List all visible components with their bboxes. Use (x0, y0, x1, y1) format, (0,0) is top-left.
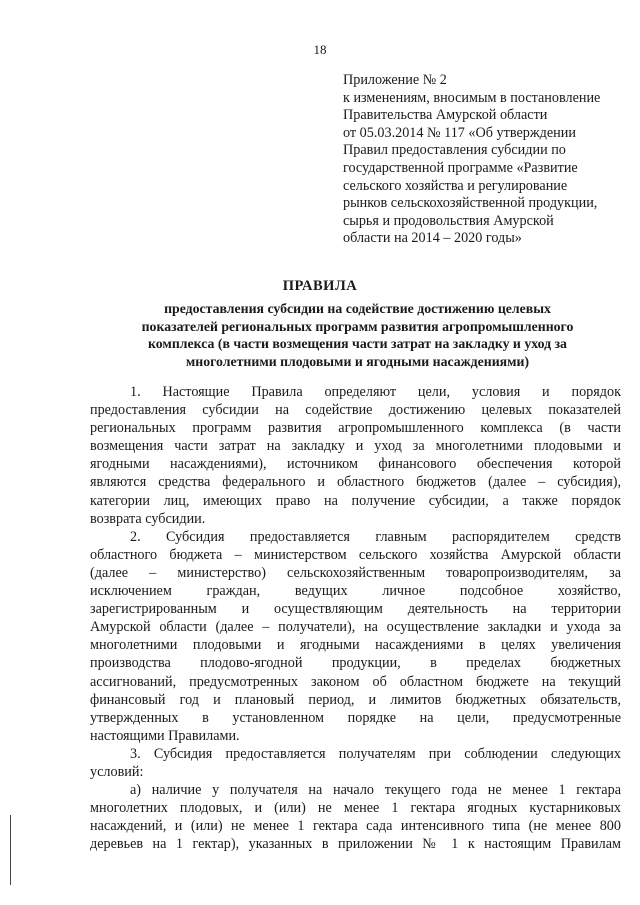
body-line: насаждений, и (или) не менее 1 гектара сада интенсивного типа (не менее 800 (90, 818, 621, 835)
appendix-line: сельского хозяйства и регулирование (343, 177, 568, 194)
body-line: производства плодово-ягодной продукции, в пределах бюджетных (90, 655, 621, 672)
body-line: (далее – министерство) сельскохозяйственным товаропроизводителям, за (90, 564, 621, 581)
appendix-line: Приложение № 2 (343, 72, 447, 88)
body-line: 1. Настоящие Правила определяют цели, условия и порядок (130, 384, 621, 400)
body-line: возврата субсидии. (90, 510, 206, 527)
document-title: ПРАВИЛА (282, 278, 358, 294)
appendix-line: сырья и продовольствия Амурской (343, 212, 554, 229)
appendix-line: от 05.03.2014 № 117 «Об утверждении (343, 124, 576, 141)
body-line: являются средства федерального и областного бюджетов (далее – субсидия), (90, 474, 621, 491)
body-line: условий: (90, 763, 144, 780)
body-line: зарегистрированным и осуществляющим деятельность на территории (90, 601, 621, 618)
body-line: предоставления субсидии на содействие достижению целевых показателей (90, 402, 621, 419)
body-line: утвержденных в установленном порядке на цели, предусмотренные (90, 709, 621, 726)
appendix-line: государственной программе «Развитие (343, 159, 578, 176)
appendix-line: Правительства Амурской области (343, 107, 548, 124)
subtitle-line: многолетними плодовыми и ягодными насаждениями) (185, 353, 530, 369)
document-body (90, 383, 621, 853)
subtitle-line: показателей региональных программ развития агропромышленного (141, 318, 574, 334)
appendix-line: к изменениям, вносимым в постановление (343, 89, 601, 106)
scan-binding-mark (10, 815, 11, 885)
body-line: возмещения части затрат на закладку и уход за многолетними плодовыми и (90, 438, 621, 455)
document-subtitle (90, 300, 625, 370)
appendix-line: рынков сельскохозяйственной продукции, (343, 195, 598, 212)
body-line: финансовый год и плановый период, и лимитов бюджетных обязательств, (90, 691, 621, 708)
appendix-line: области на 2014 – 2020 годы» (343, 230, 522, 247)
body-line: а) наличие у получателя на начало текущего года не менее 1 гектара (130, 782, 621, 799)
subtitle-line: предоставления субсидии на содействие достижению целевых (164, 301, 551, 316)
body-line: Амурской области (далее – получатели), на осуществление закладки и ухода за (90, 619, 621, 636)
body-line: 2. Субсидия предоставляется главным распорядителем средств (130, 528, 621, 545)
body-line: областного бюджета – министерством сельского хозяйства Амурской области (90, 546, 621, 563)
body-line: ягодными насаждениями), источником финансового обеспечения которой (90, 456, 621, 473)
body-line: деревьев на 1 гектар), указанных в приложении № 1 к настоящим Правилам (90, 836, 621, 853)
body-line: многолетними плодовыми и ягодными насаждениями в целях увеличения (90, 637, 621, 654)
page-number: 18 (313, 42, 327, 57)
body-line: ассигнований, предусмотренных законом об областном бюджете на текущий (90, 673, 621, 690)
body-line: многолетних плодовых, и (или) не менее 1 гектара ягодных кустарниковых (90, 800, 621, 817)
body-line: региональных программ развития агропромышленного комплекса (в части (90, 420, 621, 437)
body-line: категории лиц, имеющих право на получение субсидии, а также порядок (90, 492, 621, 509)
appendix-header (343, 72, 628, 248)
body-line: 3. Субсидия предоставляется получателям при соблюдении следующих (130, 745, 621, 762)
body-line: настоящими Правилами. (90, 727, 240, 744)
subtitle-line: комплекса (в части возмещения части затрат на закладку и уход за (148, 336, 567, 351)
body-line: исключением граждан, ведущих личное подсобное хозяйство, (90, 583, 621, 600)
appendix-line: Правил предоставления субсидии по (343, 142, 566, 159)
